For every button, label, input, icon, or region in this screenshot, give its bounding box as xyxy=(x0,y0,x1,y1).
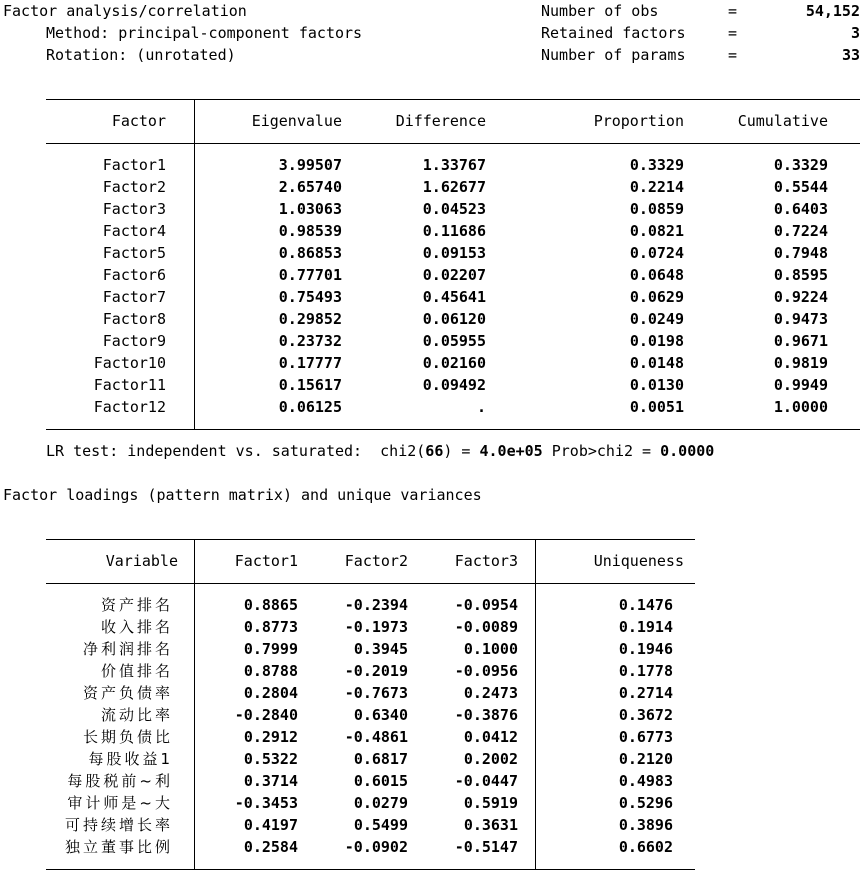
eigen-table-top-rule xyxy=(46,99,860,100)
cumulative-cell: 0.9819 xyxy=(773,354,828,372)
variable-label: 价值排名 xyxy=(100,662,173,680)
stat-label: Retained factors xyxy=(541,24,686,42)
variable-label: 审计师是~大 xyxy=(67,794,173,812)
variable-label: 资产负债率 xyxy=(82,684,173,702)
stat-label: Number of params xyxy=(541,46,686,64)
variable-label: 每股税前~利 xyxy=(67,772,173,790)
proportion-cell: 0.0821 xyxy=(629,222,684,240)
factor-label: Factor2 xyxy=(102,178,166,196)
stat-equals: = xyxy=(728,46,738,64)
proportion-cell: 0.0148 xyxy=(629,354,684,372)
factor2-loading: 0.3945 xyxy=(353,640,408,658)
loadings-col-factor1: Factor1 xyxy=(234,552,298,570)
factor1-loading: 0.8788 xyxy=(243,662,298,680)
factor1-loading: 0.2912 xyxy=(243,728,298,746)
factor1-loading: 0.2584 xyxy=(243,838,298,856)
variable-label: 长期负债比 xyxy=(82,728,173,746)
variable-label: 净利润排名 xyxy=(82,640,173,658)
factor2-loading: -0.4861 xyxy=(344,728,408,746)
factor2-loading: 0.5499 xyxy=(353,816,408,834)
eigenvalue-cell: 0.29852 xyxy=(278,310,342,328)
stat-value: 3 xyxy=(850,24,860,42)
difference-cell: . xyxy=(476,398,486,416)
factor3-loading: -0.0089 xyxy=(454,618,518,636)
proportion-cell: 0.0724 xyxy=(629,244,684,262)
factor2-loading: 0.6015 xyxy=(353,772,408,790)
cumulative-cell: 0.9949 xyxy=(773,376,828,394)
factor-label: Factor11 xyxy=(93,376,166,394)
difference-cell: 0.09153 xyxy=(422,244,486,262)
difference-cell: 0.05955 xyxy=(422,332,486,350)
variable-label: 每股收益1 xyxy=(88,750,173,768)
eigenvalue-cell: 0.23732 xyxy=(278,332,342,350)
eigenvalue-cell: 0.06125 xyxy=(278,398,342,416)
cumulative-cell: 0.5544 xyxy=(773,178,828,196)
variable-label: 流动比率 xyxy=(100,706,173,724)
factor2-loading: -0.1973 xyxy=(344,618,408,636)
factor-label: Factor1 xyxy=(102,156,166,174)
proportion-cell: 0.0629 xyxy=(629,288,684,306)
difference-cell: 0.02207 xyxy=(422,266,486,284)
method-label: Method: principal-component factors xyxy=(46,24,363,42)
difference-cell: 0.11686 xyxy=(422,222,486,240)
factor3-loading: 0.2002 xyxy=(463,750,518,768)
uniqueness-cell: 0.1476 xyxy=(618,596,673,614)
factor3-loading: -0.0956 xyxy=(454,662,518,680)
uniqueness-cell: 0.6602 xyxy=(618,838,673,856)
factor1-loading: 0.2804 xyxy=(243,684,298,702)
loadings-table-bottom-rule xyxy=(46,869,695,870)
proportion-cell: 0.0859 xyxy=(629,200,684,218)
factor3-loading: 0.1000 xyxy=(463,640,518,658)
difference-cell: 1.62677 xyxy=(422,178,486,196)
eigenvalue-cell: 2.65740 xyxy=(278,178,342,196)
proportion-cell: 0.0051 xyxy=(629,398,684,416)
eigenvalue-cell: 0.77701 xyxy=(278,266,342,284)
lr-test-mid: ) = xyxy=(443,442,480,460)
uniqueness-cell: 0.3896 xyxy=(618,816,673,834)
stat-equals: = xyxy=(728,2,738,20)
factor2-loading: 0.6817 xyxy=(353,750,408,768)
factor-label: Factor9 xyxy=(102,332,166,350)
uniqueness-cell: 0.2120 xyxy=(618,750,673,768)
loadings-col-factor2: Factor2 xyxy=(344,552,408,570)
proportion-cell: 0.2214 xyxy=(629,178,684,196)
eigenvalue-cell: 0.98539 xyxy=(278,222,342,240)
factor3-loading: 0.3631 xyxy=(463,816,518,834)
difference-cell: 1.33767 xyxy=(422,156,486,174)
loadings-table-divider-left xyxy=(194,539,195,870)
cumulative-cell: 0.3329 xyxy=(773,156,828,174)
variable-label: 收入排名 xyxy=(100,618,173,636)
eigenvalue-cell: 3.99507 xyxy=(278,156,342,174)
factor-label: Factor4 xyxy=(102,222,166,240)
cumulative-cell: 0.7224 xyxy=(773,222,828,240)
proportion-cell: 0.3329 xyxy=(629,156,684,174)
cumulative-cell: 0.6403 xyxy=(773,200,828,218)
factor3-loading: -0.0447 xyxy=(454,772,518,790)
loadings-table-divider-right xyxy=(535,539,536,870)
factor-label: Factor3 xyxy=(102,200,166,218)
cumulative-cell: 0.9224 xyxy=(773,288,828,306)
loadings-title: Factor loadings (pattern matrix) and unique variances xyxy=(3,486,482,504)
factor1-loading: 0.8773 xyxy=(243,618,298,636)
lr-test-chi2: 4.0e+05 xyxy=(479,442,543,460)
loadings-col-uniqueness: Uniqueness xyxy=(593,552,684,570)
eigen-table-divider xyxy=(194,99,195,430)
eigenvalue-cell: 0.75493 xyxy=(278,288,342,306)
loadings-col-factor3: Factor3 xyxy=(454,552,518,570)
stat-value: 54,152 xyxy=(805,2,860,20)
factor1-loading: 0.3714 xyxy=(243,772,298,790)
cumulative-cell: 0.9473 xyxy=(773,310,828,328)
difference-cell: 0.45641 xyxy=(422,288,486,306)
eigenvalue-cell: 0.86853 xyxy=(278,244,342,262)
difference-cell: 0.06120 xyxy=(422,310,486,328)
stat-label: Number of obs xyxy=(541,2,659,20)
uniqueness-cell: 0.6773 xyxy=(618,728,673,746)
lr-test-prob: 0.0000 xyxy=(660,442,715,460)
factor3-loading: 0.2473 xyxy=(463,684,518,702)
factor2-loading: 0.6340 xyxy=(353,706,408,724)
factor2-loading: -0.7673 xyxy=(344,684,408,702)
factor3-loading: 0.5919 xyxy=(463,794,518,812)
factor3-loading: 0.0412 xyxy=(463,728,518,746)
difference-cell: 0.04523 xyxy=(422,200,486,218)
factor-label: Factor5 xyxy=(102,244,166,262)
proportion-cell: 0.0249 xyxy=(629,310,684,328)
factor2-loading: 0.0279 xyxy=(353,794,408,812)
factor1-loading: 0.7999 xyxy=(243,640,298,658)
proportion-cell: 0.0198 xyxy=(629,332,684,350)
lr-test-prob-label: Prob>chi2 = xyxy=(542,442,661,460)
factor1-loading: -0.3453 xyxy=(234,794,298,812)
analysis-title: Factor analysis/correlation xyxy=(3,2,247,20)
lr-test-df: 66 xyxy=(425,442,444,460)
cumulative-cell: 0.8595 xyxy=(773,266,828,284)
eigen-table-bottom-rule xyxy=(46,429,860,430)
eigenvalue-cell: 0.15617 xyxy=(278,376,342,394)
eigen-table-header-rule xyxy=(46,143,860,144)
factor2-loading: -0.0902 xyxy=(344,838,408,856)
loadings-col-variable: Variable xyxy=(105,552,178,570)
variable-label: 可持续增长率 xyxy=(64,816,173,834)
proportion-cell: 0.0648 xyxy=(629,266,684,284)
factor-label: Factor10 xyxy=(93,354,166,372)
eigen-col-difference: Difference xyxy=(395,112,486,130)
uniqueness-cell: 0.5296 xyxy=(618,794,673,812)
stat-equals: = xyxy=(728,24,738,42)
difference-cell: 0.02160 xyxy=(422,354,486,372)
difference-cell: 0.09492 xyxy=(422,376,486,394)
factor-label: Factor8 xyxy=(102,310,166,328)
factor-label: Factor12 xyxy=(93,398,166,416)
eigen-col-factor: Factor xyxy=(111,112,166,130)
eigen-col-cumulative: Cumulative xyxy=(737,112,828,130)
eigenvalue-cell: 1.03063 xyxy=(278,200,342,218)
factor1-loading: -0.2840 xyxy=(234,706,298,724)
factor1-loading: 0.8865 xyxy=(243,596,298,614)
uniqueness-cell: 0.4983 xyxy=(618,772,673,790)
uniqueness-cell: 0.1778 xyxy=(618,662,673,680)
factor3-loading: -0.3876 xyxy=(454,706,518,724)
cumulative-cell: 0.9671 xyxy=(773,332,828,350)
eigenvalue-cell: 0.17777 xyxy=(278,354,342,372)
rotation-label: Rotation: (unrotated) xyxy=(46,46,236,64)
factor-label: Factor7 xyxy=(102,288,166,306)
factor-label: Factor6 xyxy=(102,266,166,284)
lr-test-line xyxy=(46,440,714,462)
factor1-loading: 0.4197 xyxy=(243,816,298,834)
uniqueness-cell: 0.2714 xyxy=(618,684,673,702)
loadings-table-top-rule xyxy=(46,539,695,540)
eigen-col-proportion: Proportion xyxy=(593,112,684,130)
cumulative-cell: 1.0000 xyxy=(773,398,828,416)
uniqueness-cell: 0.1914 xyxy=(618,618,673,636)
factor2-loading: -0.2019 xyxy=(344,662,408,680)
uniqueness-cell: 0.3672 xyxy=(618,706,673,724)
variable-label: 独立董事比例 xyxy=(64,838,173,856)
factor3-loading: -0.0954 xyxy=(454,596,518,614)
stat-value: 33 xyxy=(841,46,860,64)
lr-test-prefix: LR test: independent vs. saturated: chi2( xyxy=(46,442,426,460)
factor2-loading: -0.2394 xyxy=(344,596,408,614)
uniqueness-cell: 0.1946 xyxy=(618,640,673,658)
cumulative-cell: 0.7948 xyxy=(773,244,828,262)
loadings-table-header-rule xyxy=(46,583,695,584)
factor1-loading: 0.5322 xyxy=(243,750,298,768)
factor3-loading: -0.5147 xyxy=(454,838,518,856)
eigen-col-eigenvalue: Eigenvalue xyxy=(251,112,342,130)
variable-label: 资产排名 xyxy=(100,596,173,614)
proportion-cell: 0.0130 xyxy=(629,376,684,394)
